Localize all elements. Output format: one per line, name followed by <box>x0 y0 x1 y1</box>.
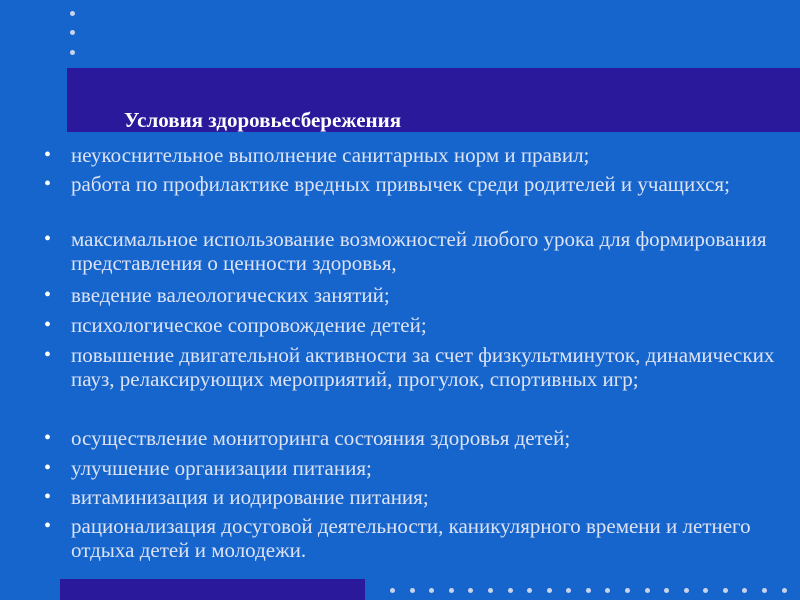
decor-dot <box>605 588 610 593</box>
slide-title: Условия здоровьесбережения <box>124 108 402 132</box>
decor-dot <box>429 588 434 593</box>
decor-dot <box>684 588 689 593</box>
list-item-text: рационализация досуговой деятельности, каникулярного времени и летнего отдыха детей и молодежи. <box>71 514 751 562</box>
decor-dot <box>488 588 493 593</box>
list-item-text: повышение двигательной активности за счет физкультминуток, динамических пауз, релаксирующих мероприятий, прогулок, спортивных игр; <box>71 343 775 391</box>
decor-dot <box>70 50 75 55</box>
decor-dot <box>723 588 728 593</box>
bullet: • <box>44 515 52 537</box>
decor-dot <box>703 588 708 593</box>
bullet: • <box>44 344 52 366</box>
decor-dot <box>508 588 513 593</box>
list-item-text: неукоснительное выполнение санитарных норм и правил; <box>71 143 590 167</box>
list-item-text: психологическое сопровождение детей; <box>71 313 427 337</box>
decor-dot <box>586 588 591 593</box>
bullet: • <box>44 427 52 449</box>
bullet: • <box>44 457 52 479</box>
bullet: • <box>44 284 52 306</box>
bullet: • <box>44 486 52 508</box>
decor-dot <box>410 588 415 593</box>
list-item-text: введение валеологических занятий; <box>71 283 390 307</box>
decor-dot <box>390 588 395 593</box>
decor-dot <box>70 11 75 16</box>
decor-dot <box>645 588 650 593</box>
decor-dot <box>762 588 767 593</box>
decor-dot <box>566 588 571 593</box>
decor-dot <box>70 30 75 35</box>
list-item-text: витаминизация и иодирование питания; <box>71 485 429 509</box>
bullet: • <box>44 228 52 250</box>
bottom-band <box>60 579 365 600</box>
bullet: • <box>44 173 52 195</box>
bullet: • <box>44 314 52 336</box>
decor-dot <box>449 588 454 593</box>
decor-dot <box>782 588 787 593</box>
list-item-text: осуществление мониторинга состояния здоровья детей; <box>71 426 571 450</box>
list-item-text: максимальное использование возможностей любого урока для формирования представления о ценности здоровья, <box>71 227 767 275</box>
decor-dot <box>742 588 747 593</box>
decor-dot <box>527 588 532 593</box>
decor-dot <box>625 588 630 593</box>
list-item-text: улучшение организации питания; <box>71 456 372 480</box>
bullet: • <box>44 144 52 166</box>
list-item-text: работа по профилактике вредных привычек среди родителей и учащихся; <box>71 172 730 196</box>
decor-dot <box>547 588 552 593</box>
decor-dot <box>468 588 473 593</box>
decor-dot <box>664 588 669 593</box>
